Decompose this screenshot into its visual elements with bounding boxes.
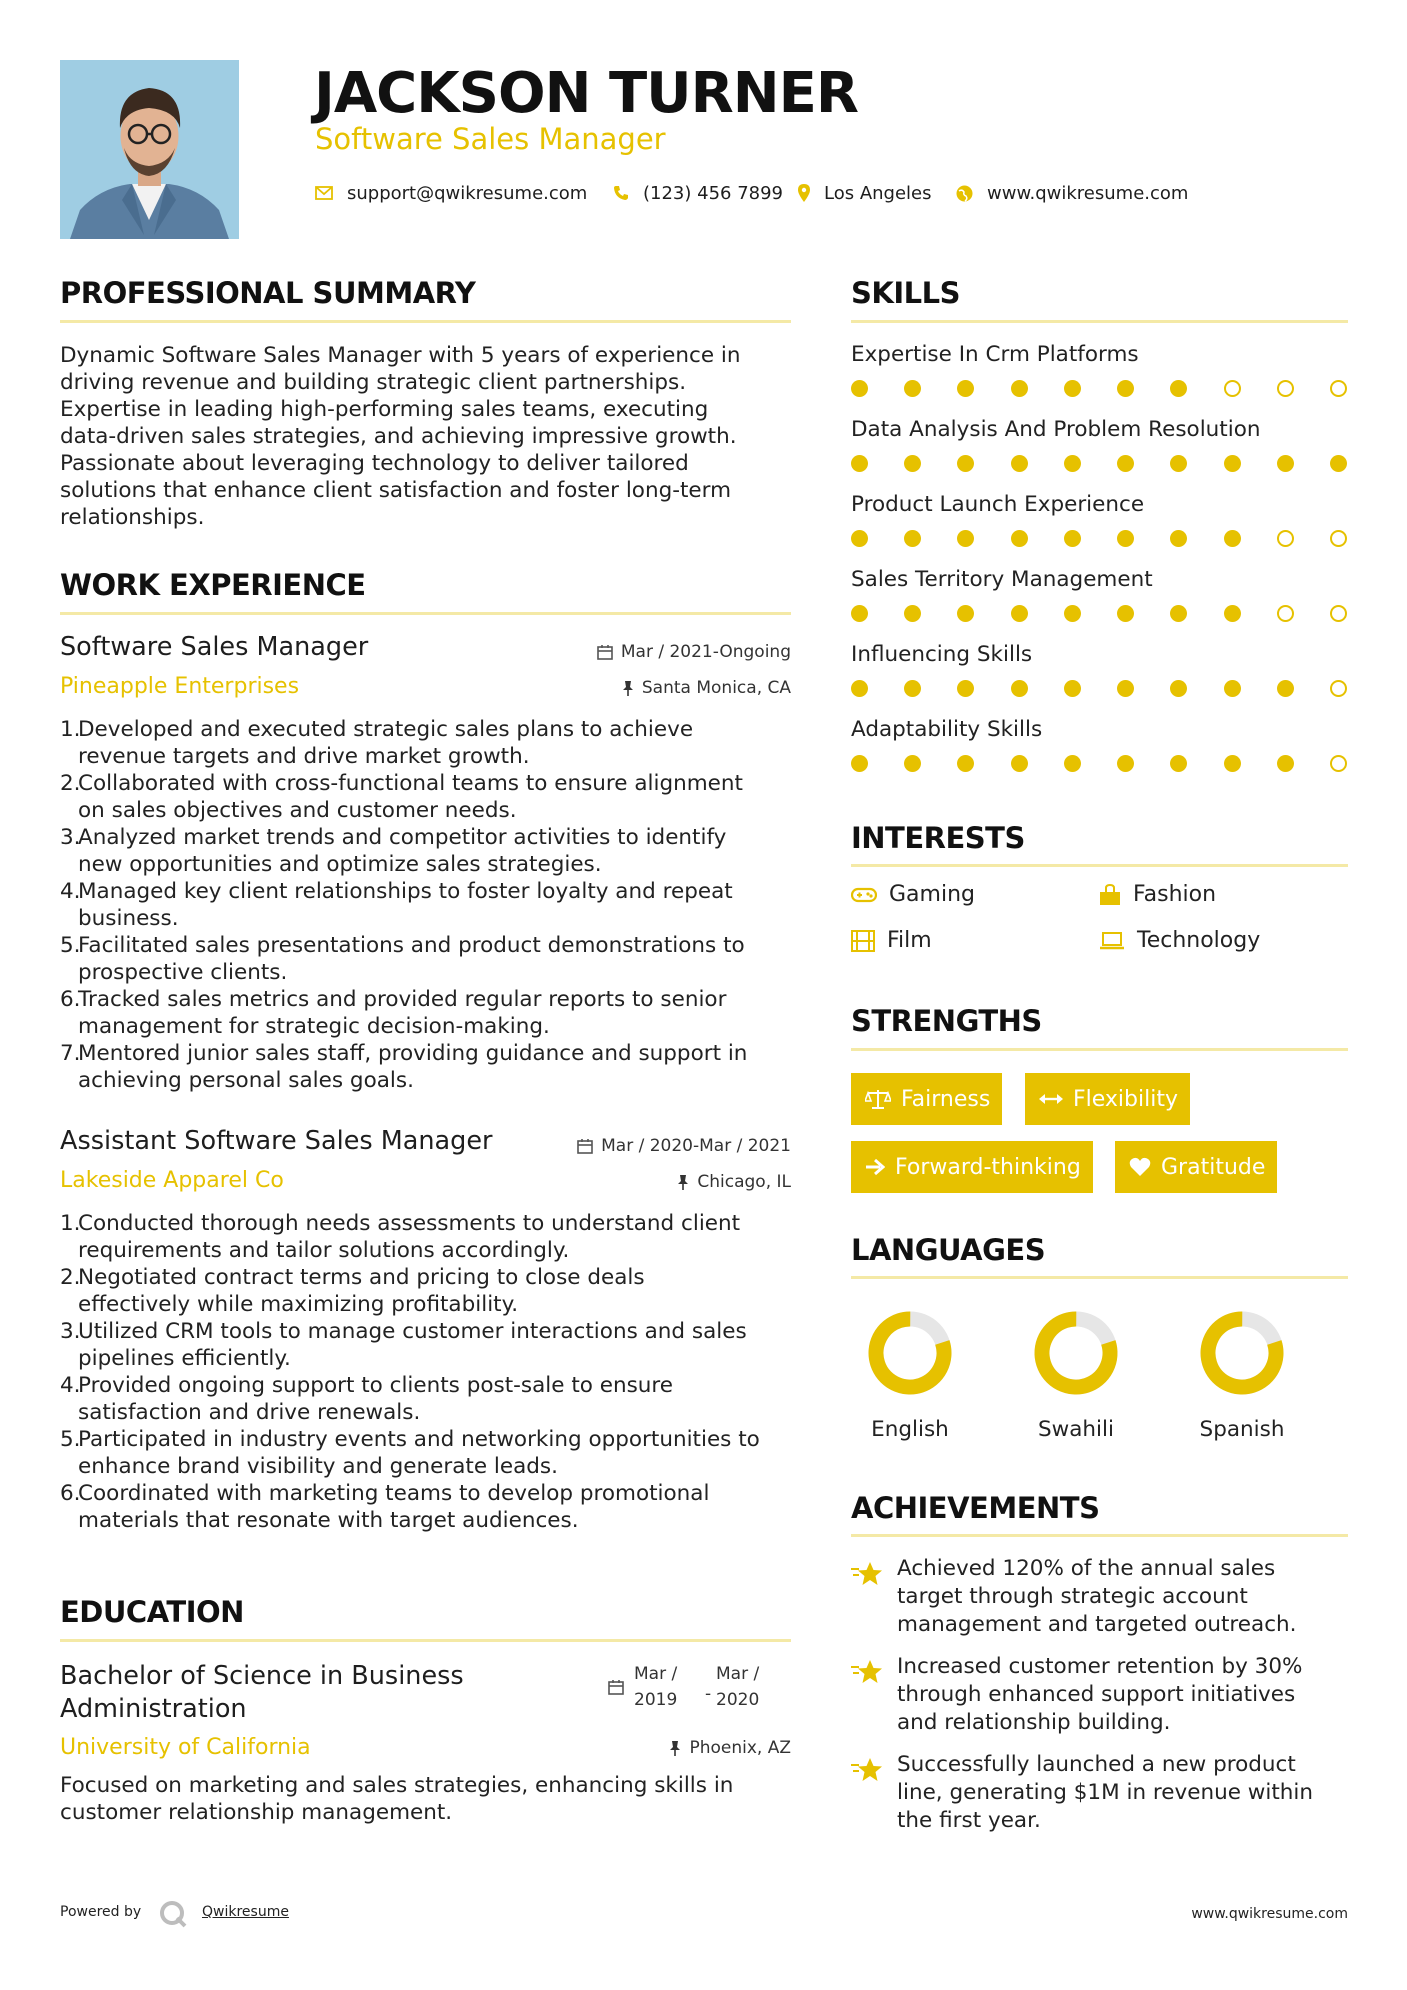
rating-dot-filled (957, 530, 974, 547)
achievement-item: Achieved 120% of the annual sales target through strategic account management and targeted outreach. (851, 1555, 1351, 1639)
pushpin-icon (669, 1740, 681, 1756)
strength-badge: Forward-thinking (851, 1141, 1093, 1193)
job-company: Lakeside Apparel Co (60, 1168, 284, 1193)
skills-list (851, 342, 1351, 792)
rating-dot-filled (1117, 680, 1134, 697)
education-divider (60, 1639, 791, 1642)
school-location: Phoenix, AZ (669, 1738, 791, 1758)
education-heading: EDUCATION (60, 1595, 244, 1629)
language-name: Swahili (1038, 1417, 1114, 1442)
list-item: 1. Developed and executed strategic sales plans to achieve revenue targets and drive market growth. (60, 717, 694, 769)
rating-dot-filled (1064, 680, 1081, 697)
rating-dot-filled (1170, 530, 1187, 547)
globe-icon (956, 185, 973, 202)
rating-dot-filled (1011, 455, 1028, 472)
candidate-name: JACKSON TURNER (314, 61, 859, 126)
list-item: 3. Analyzed market trends and competitor activities to identify new opportunities and optimize sales strategies. (60, 825, 727, 877)
website-text: www.qwikresume.com (987, 182, 1189, 204)
skill-rating (851, 755, 1347, 772)
date-separator: - (705, 1684, 712, 1704)
rating-dot-empty (1330, 680, 1347, 697)
skill-item (851, 567, 1351, 642)
rating-dot-filled (1277, 680, 1294, 697)
skill-item (851, 492, 1351, 567)
film-icon (851, 930, 875, 952)
strengths-heading: STRENGTHS (851, 1004, 1042, 1038)
skill-rating (851, 680, 1347, 697)
star-icon (851, 1757, 883, 1783)
skill-name: Sales Territory Management (851, 567, 1153, 592)
rating-dot-filled (1277, 455, 1294, 472)
list-item: 5. Participated in industry events and networking opportunities to enhance brand visibility and generate leads. (60, 1427, 760, 1479)
strength-badge: Fairness (851, 1073, 1002, 1125)
job-duties-list (60, 716, 800, 1094)
achievement-item: Increased customer retention by 30% through enhanced support initiatives and relationship building. (851, 1653, 1351, 1737)
rating-dot-empty (1330, 755, 1347, 772)
rating-dot-filled (851, 380, 868, 397)
list-item: 4. Provided ongoing support to clients post-sale to ensure satisfaction and drive renewals. (60, 1373, 674, 1425)
list-item: 7. Mentored junior sales staff, providing guidance and support in achieving personal sales goals. (60, 1041, 748, 1093)
rating-dot-filled (1064, 530, 1081, 547)
interest-technology: Technology (1099, 928, 1260, 953)
star-icon (851, 1659, 883, 1685)
language-item (1167, 1305, 1317, 1442)
map-pin-icon (798, 184, 810, 202)
phone-text: (123) 456 7899 (643, 182, 784, 204)
phone-icon (613, 185, 629, 201)
rating-dot-filled (1064, 380, 1081, 397)
language-name: Spanish (1199, 1417, 1285, 1442)
rating-dot-filled (957, 755, 974, 772)
rating-dot-empty (1224, 380, 1241, 397)
rating-dot-filled (1170, 680, 1187, 697)
job-title: Assistant Software Sales Manager (60, 1126, 493, 1156)
summary-divider (60, 320, 791, 323)
rating-dot-filled (1117, 530, 1134, 547)
education-end-date: Mar / 2020 (716, 1664, 760, 1710)
envelope-icon (315, 186, 333, 200)
languages-list (835, 1305, 1355, 1455)
rating-dot-filled (1064, 605, 1081, 622)
job-location: Santa Monica, CA (622, 678, 791, 698)
rating-dot-filled (1170, 605, 1187, 622)
list-item: 5. Facilitated sales presentations and product demonstrations to prospective clients. (60, 933, 745, 985)
skill-rating (851, 455, 1347, 472)
list-item: 2. Negotiated contract terms and pricing to close deals effectively while maximizing profitability. (60, 1265, 645, 1317)
list-item: 3. Utilized CRM tools to manage customer interactions and sales pipelines efficiently. (60, 1319, 747, 1371)
rating-dot-filled (1117, 380, 1134, 397)
job-company: Pineapple Enterprises (60, 674, 300, 699)
rating-dot-filled (1011, 755, 1028, 772)
job-title: Software Sales Manager (60, 632, 369, 662)
skills-divider (851, 320, 1348, 323)
arrow-right-icon (865, 1158, 885, 1176)
skill-item (851, 717, 1351, 792)
email-text: support@qwikresume.com (347, 182, 588, 204)
rating-dot-filled (851, 530, 868, 547)
rating-dot-filled (1011, 530, 1028, 547)
gauge-fill (1199, 1310, 1285, 1396)
interests-divider (851, 864, 1348, 867)
rating-dot-filled (1224, 530, 1241, 547)
rating-dot-filled (957, 380, 974, 397)
skill-item (851, 642, 1351, 717)
rating-dot-filled (1224, 680, 1241, 697)
skill-item (851, 417, 1351, 492)
rating-dot-filled (1170, 755, 1187, 772)
rating-dot-filled (1224, 755, 1241, 772)
calendar-icon (597, 644, 613, 660)
rating-dot-empty (1330, 380, 1347, 397)
rating-dot-filled (904, 380, 921, 397)
rating-dot-filled (1011, 380, 1028, 397)
contact-phone[interactable] (613, 178, 783, 208)
rating-dot-filled (957, 455, 974, 472)
job-dates: Mar / 2020-Mar / 2021 (577, 1136, 791, 1156)
achievements-divider (851, 1534, 1348, 1537)
list-item: 4. Managed key client relationships to foster loyalty and repeat business. (60, 879, 733, 931)
rating-dot-filled (851, 755, 868, 772)
summary-text: Dynamic Software Sales Manager with 5 years of experience in driving revenue and building strategic client partnerships. Expertise in leading high-performing sales teams, executing data-driven sales strategies, and achieving impressive growth. Passionate about leveraging technology to deliver tailored solutions that enhance client satisfaction and foster long-term relationships. (60, 343, 741, 530)
rating-dot-filled (1064, 455, 1081, 472)
language-name: English (871, 1417, 949, 1442)
education-start-date: Mar / 2019 (634, 1664, 678, 1710)
job-dates: Mar / 2021-Ongoing (597, 642, 791, 662)
heart-icon (1129, 1157, 1151, 1177)
strength-badge: Flexibility (1025, 1073, 1190, 1125)
gauge-fill (1033, 1310, 1119, 1396)
rating-dot-filled (904, 605, 921, 622)
interests-heading: INTERESTS (851, 821, 1025, 855)
achievements-list (851, 1555, 1351, 1835)
skill-rating (851, 380, 1347, 397)
gamepad-icon (851, 887, 877, 903)
rating-dot-empty (1277, 380, 1294, 397)
rating-dot-filled (904, 680, 921, 697)
languages-divider (851, 1276, 1348, 1279)
rating-dot-filled (957, 605, 974, 622)
list-item: 6. Coordinated with marketing teams to develop promotional materials that resonate with target audiences. (60, 1481, 710, 1533)
skill-name: Influencing Skills (851, 642, 1033, 667)
contact-email[interactable] (315, 178, 587, 208)
balance-scale-icon (865, 1088, 891, 1110)
interest-film: Film (851, 928, 932, 953)
rating-dot-filled (957, 680, 974, 697)
list-item: 6. Tracked sales metrics and provided regular reports to senior management for strategic decision-making. (60, 987, 727, 1039)
skill-name: Product Launch Experience (851, 492, 1145, 517)
degree-title: Bachelor of Science in Business Administration (60, 1661, 464, 1724)
strengths-divider (851, 1048, 1348, 1051)
skill-name: Expertise In Crm Platforms (851, 342, 1139, 367)
rating-dot-empty (1330, 530, 1347, 547)
list-item: 2. Collaborated with cross-functional teams to ensure alignment on sales objectives and customer needs. (60, 771, 743, 823)
pushpin-icon (677, 1174, 689, 1190)
rating-dot-filled (904, 755, 921, 772)
rating-dot-filled (851, 455, 868, 472)
achievements-heading: ACHIEVEMENTS (851, 1491, 1100, 1525)
candidate-title: Software Sales Manager (315, 122, 666, 156)
rating-dot-filled (1170, 380, 1187, 397)
rating-dot-filled (1277, 755, 1294, 772)
powered-by-label: Powered by (60, 1904, 142, 1920)
interest-gaming: Gaming (851, 882, 975, 907)
rating-dot-filled (1224, 605, 1241, 622)
profile-photo (60, 60, 239, 239)
list-item: 1. Conducted thorough needs assessments to understand client requirements and tailor solutions accordingly. (60, 1211, 741, 1263)
skill-name: Adaptability Skills (851, 717, 1043, 742)
language-item (835, 1305, 985, 1442)
footer-website[interactable]: www.qwikresume.com (1191, 1906, 1348, 1922)
rating-dot-filled (1117, 455, 1134, 472)
job-location: Chicago, IL (677, 1172, 791, 1192)
language-gauge (835, 1305, 985, 1401)
qwikresume-link[interactable]: Qwikresume (202, 1904, 289, 1920)
skill-rating (851, 530, 1347, 547)
rating-dot-filled (1330, 455, 1347, 472)
rating-dot-empty (1330, 605, 1347, 622)
star-icon (851, 1561, 883, 1587)
language-gauge (1001, 1305, 1151, 1401)
location-text: Los Angeles (824, 182, 932, 204)
language-gauge (1167, 1305, 1317, 1401)
experience-divider (60, 612, 791, 615)
contact-website[interactable] (956, 178, 1188, 208)
rating-dot-filled (1064, 755, 1081, 772)
education-description: Focused on marketing and sales strategies, enhancing skills in customer relationship management. (60, 1773, 734, 1825)
rating-dot-filled (1011, 605, 1028, 622)
gauge-fill (867, 1310, 953, 1396)
contact-location (798, 178, 932, 208)
calendar-icon (577, 1138, 593, 1154)
rating-dot-filled (1117, 605, 1134, 622)
experience-heading: WORK EXPERIENCE (60, 568, 366, 602)
achievement-item: Successfully launched a new product line, generating $1M in revenue within the first year. (851, 1751, 1351, 1835)
calendar-icon (608, 1679, 624, 1695)
rating-dot-filled (851, 605, 868, 622)
arrows-horizontal-icon (1039, 1092, 1063, 1106)
rating-dot-filled (1224, 455, 1241, 472)
handbag-icon (1099, 884, 1121, 906)
rating-dot-empty (1277, 530, 1294, 547)
job-duties-list (60, 1210, 800, 1534)
laptop-icon (1099, 931, 1125, 951)
strength-badge: Gratitude (1115, 1141, 1277, 1193)
skill-name: Data Analysis And Problem Resolution (851, 417, 1261, 442)
rating-dot-filled (1011, 680, 1028, 697)
rating-dot-filled (1170, 455, 1187, 472)
qwikresume-logo-icon (158, 1899, 188, 1929)
language-item (1001, 1305, 1151, 1442)
rating-dot-filled (1117, 755, 1134, 772)
languages-heading: LANGUAGES (851, 1233, 1046, 1267)
skill-item (851, 342, 1351, 417)
summary-heading: PROFESSIONAL SUMMARY (60, 276, 476, 310)
school-name: University of California (60, 1735, 311, 1760)
rating-dot-filled (904, 530, 921, 547)
rating-dot-filled (851, 680, 868, 697)
rating-dot-filled (904, 455, 921, 472)
pushpin-icon (622, 680, 634, 696)
skill-rating (851, 605, 1347, 622)
rating-dot-empty (1277, 605, 1294, 622)
interest-fashion: Fashion (1099, 882, 1216, 907)
skills-heading: SKILLS (851, 276, 960, 310)
